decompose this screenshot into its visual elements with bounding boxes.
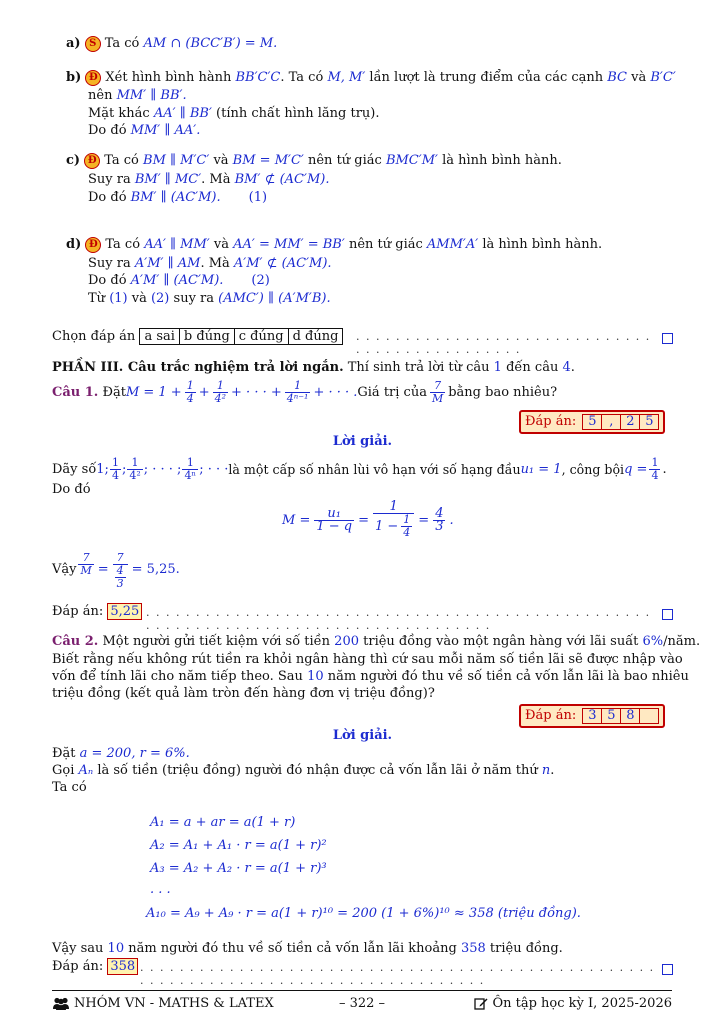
fraction: 1 1 − $\frac{1}{4}$ bbox=[373, 501, 414, 539]
item-b-line2: nên MM′ ∥ BB′. bbox=[88, 88, 187, 103]
footer-rule bbox=[52, 990, 672, 991]
fraction: $\frac{1}{\text{4²}}$ bbox=[214, 378, 227, 405]
end-square-icon bbox=[662, 609, 673, 620]
q2-final-answer: Đáp án: 358 bbox=[52, 959, 138, 974]
q2-solution-line1: Đặt a = 200, r = 6%. bbox=[52, 746, 190, 761]
q2-equation-4: . . . bbox=[150, 882, 171, 897]
item-d-line1: d) Đ Ta có AA′ ∥ MM′ và AA′ = MM′ = BB′ nên tứ giác AMM′A′ là hình bình hành. bbox=[66, 237, 603, 252]
fraction: $\frac{1}{4}$ bbox=[651, 455, 659, 482]
fraction: $\frac{1}{\text{4ⁿ⁻¹}}$ bbox=[286, 378, 309, 405]
q1-solution-line2: Do đó bbox=[52, 482, 91, 497]
q1-statement: Câu 1. Đặt M = 1 + $\frac{1}{4}$ + $\frac{1}{\text{4²}}$ + · · · + $\frac{1}{\text{4ⁿ⁻¹}}$ + · · · . Giá trị của $\frac{7}{M}$ bằng bao nhiêu? bbox=[52, 378, 558, 405]
footer-right: Ôn tập học kỳ I, 2025-2026 bbox=[474, 996, 672, 1011]
item-c-line2: Suy ra BM′ ∥ MC′. Mà BM′ ⊄ (AC′M). bbox=[88, 172, 330, 187]
answer-choices-box: a sai b đúng c đúng d đúng bbox=[139, 328, 343, 345]
q2-solution-line3: Ta có bbox=[52, 780, 87, 795]
edit-icon bbox=[474, 997, 488, 1010]
q2-answer-box: Đáp án: 3 5 8 bbox=[519, 704, 665, 728]
item-b-line1: b) Đ Xét hình bình hành BB′C′C. Ta có M, M′ lần lượt là trung điểm của các cạnh BC và B′C′ bbox=[66, 70, 676, 85]
fraction: $\frac{1}{\text{4ⁿ}}$ bbox=[184, 455, 197, 482]
q1-solution-title: Lời giải. bbox=[332, 434, 393, 449]
q2-equation-3: A₃ = A₂ + A₂ · r = a(1 + r)³ bbox=[150, 861, 327, 876]
q2-solution-title: Lời giải. bbox=[332, 728, 393, 743]
q1-answer-box: Đáp án: 5 , 2 5 bbox=[519, 410, 665, 434]
fraction: $\frac{1}{4}$ bbox=[403, 513, 411, 539]
item-d-line3: Do đó A′M′ ∥ (AC′M). (2) bbox=[88, 273, 270, 288]
item-b-line3: Mặt khác AA′ ∥ BB′ (tính chất hình lăng trụ). bbox=[88, 106, 380, 121]
q2-equation-1: A₁ = a + ar = a(1 + r) bbox=[150, 815, 296, 830]
item-a: a) S Ta có AM ∩ (BCC′B′) = M. bbox=[66, 36, 278, 51]
q1-equation: M = $\frac{\text{u₁}}{1 - q}$ = 1 1 − $\frac{1}{4}$ = $\frac{4}{3}$ . bbox=[282, 499, 454, 539]
fraction: $\frac{7}{\frac{4}{3}}$ bbox=[113, 552, 128, 590]
true-mark-badge: Đ bbox=[85, 237, 101, 253]
fraction: $\frac{1}{4}$ bbox=[111, 455, 119, 482]
q2-line2: Biết rằng nếu không rút tiền ra khỏi ngân hàng thì cứ sau mỗi năm số tiền lãi sẽ được nhập vào bbox=[52, 652, 683, 667]
q2-conclusion: Vậy sau 10 năm người đó thu về số tiền cả vốn lẫn lãi khoảng 358 triệu đồng. bbox=[52, 941, 563, 956]
dot-leader: . . . . . . . . . . . . . . . . . . . . . . . . . . . . . . . . . . . . . . . . . . . . . . . . . . . . . . . . . . . . . . . . . . . . . . . . . . . . . . . . . . . . . . . bbox=[140, 961, 655, 987]
true-mark-badge: Đ bbox=[84, 153, 100, 169]
item-c-line1: c) Đ Ta có BM ∥ M′C′ và BM = M′C′ nên tứ giác BMC′M′ là hình bình hành. bbox=[66, 153, 562, 168]
q1-solution-line1: Dãy số 1; $\frac{1}{4}$ ; $\frac{1}{\text{4²}}$ ; · · · ; $\frac{1}{\text{4ⁿ}}$ ; · · · là một cấp số nhân lùi vô hạn với số hạng đầu u₁ = 1 , công bội q = $\frac{1}{4}$ . bbox=[52, 455, 667, 482]
item-d-line4: Từ (1) và (2) suy ra (AMC′) ∥ (A′M′B). bbox=[88, 291, 331, 306]
fraction: $\frac{7}{M}$ bbox=[431, 378, 444, 405]
fraction: $\frac{1}{\text{4²}}$ bbox=[129, 455, 141, 482]
part3-heading: PHẦN III. Câu trắc nghiệm trả lời ngắn. Thí sinh trả lời từ câu 1 đến câu 4. bbox=[52, 360, 575, 375]
fraction: $\frac{1}{4}$ bbox=[186, 378, 194, 405]
end-square-icon bbox=[662, 333, 673, 344]
q2-equation-2: A₂ = A₁ + A₁ · r = a(1 + r)² bbox=[150, 838, 327, 853]
footer-left: NHÓM VN - MATHS & LATEX bbox=[52, 996, 274, 1011]
users-icon bbox=[52, 997, 70, 1010]
fraction: $\frac{7}{M}$ bbox=[80, 551, 92, 577]
end-square-icon bbox=[662, 964, 673, 975]
q1-conclusion: Vậy $\frac{7}{M}$ = $\frac{7}{\frac{4}{3}}$ = 5,25. bbox=[52, 551, 180, 590]
item-c-line3: Do đó BM′ ∥ (AC′M). (1) bbox=[88, 190, 268, 205]
item-d-line2: Suy ra A′M′ ∥ AM. Mà A′M′ ⊄ (AC′M). bbox=[88, 256, 332, 271]
dot-leader: . . . . . . . . . . . . . . . . . . . . . . . . . . . . . . . . . . . . . . . . . . . . . . . bbox=[356, 330, 651, 356]
true-mark-badge: Đ bbox=[85, 70, 101, 86]
q2-line1: Câu 2. Một người gửi tiết kiệm với số tiền 200 triệu đồng vào một ngân hàng với lãi suất 6%/năm. bbox=[52, 634, 701, 649]
item-b-line4: Do đó MM′ ∥ AA′. bbox=[88, 123, 201, 138]
q1-final-answer: Đáp án: 5,25 bbox=[52, 604, 142, 619]
q2-solution-line2: Gọi Aₙ là số tiền (triệu đồng) người đó nhận được cả vốn lẫn lãi ở năm thứ n. bbox=[52, 763, 555, 778]
choose-answer-row: Chọn đáp án a sai b đúng c đúng d đúng bbox=[52, 328, 343, 345]
dot-leader: . . . . . . . . . . . . . . . . . . . . . . . . . . . . . . . . . . . . . . . . . . . . . . . . . . . . . . . . . . . . . . . . . . . . . . . . . . . . . . . . . . . . . . bbox=[146, 606, 651, 632]
q2-line4: triệu đồng (kết quả làm tròn đến hàng đơn vị triệu đồng)? bbox=[52, 686, 435, 701]
fraction: $\frac{4}{3}$ bbox=[116, 564, 124, 590]
false-mark-badge: S bbox=[85, 36, 101, 52]
q2-equation-5: A₁₀ = A₉ + A₉ · r = a(1 + r)¹⁰ = 200 (1 + 6%)¹⁰ ≈ 358 (triệu đồng). bbox=[146, 906, 581, 921]
q2-line3: vốn để tính lãi cho năm tiếp theo. Sau 10 năm người đó thu về số tiền cả vốn lẫn lãi là bao nhiêu bbox=[52, 669, 689, 684]
fraction: $\frac{4}{3}$ bbox=[435, 505, 444, 534]
fraction: $\frac{\text{u₁}}{1 - q}$ bbox=[316, 505, 353, 534]
page-number: – 322 – bbox=[338, 996, 386, 1011]
